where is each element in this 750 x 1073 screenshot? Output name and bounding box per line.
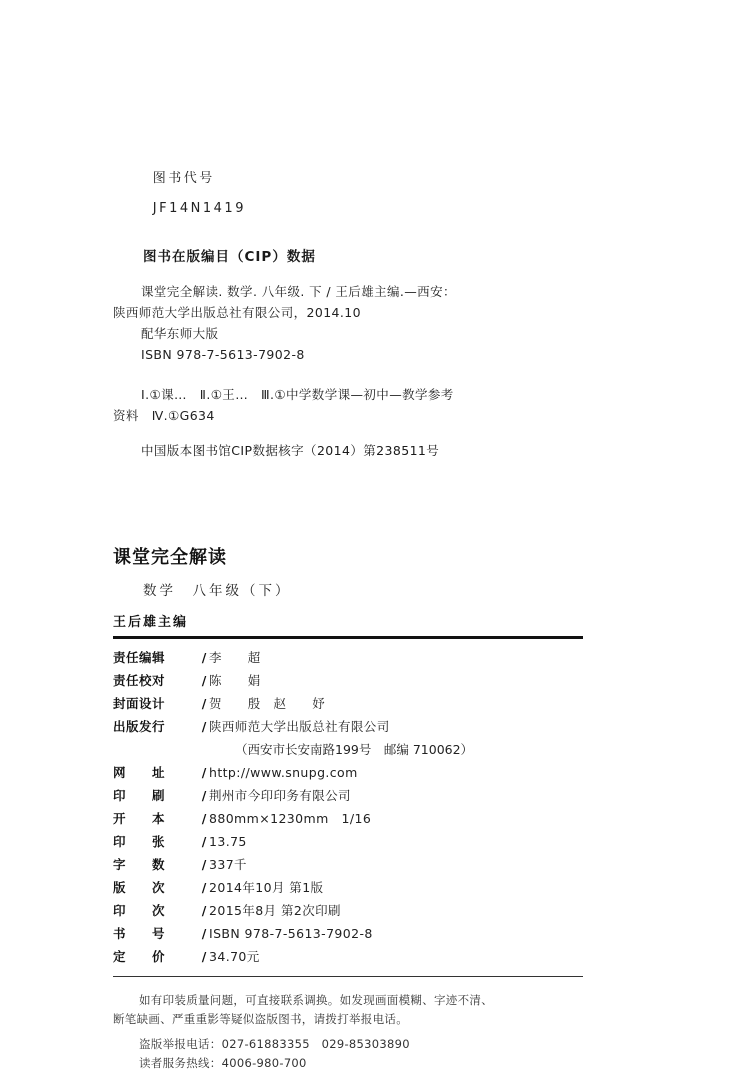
credit-label: 印 刷	[113, 788, 166, 803]
credit-row	[113, 809, 583, 829]
publication-credits	[113, 648, 583, 967]
footer-service-hotline: 读者服务热线：4006-980-700	[139, 1056, 307, 1070]
credit-label: 出版发行	[113, 719, 166, 734]
page-title: 课堂完全解读	[113, 547, 227, 568]
credit-label: 印 次	[113, 903, 166, 918]
credit-separator: /	[201, 650, 207, 665]
credit-value: 李 超	[209, 650, 261, 665]
credit-separator: /	[201, 949, 207, 964]
footer-notice-line-1: 如有印装质量问题，可直接联系调换。如发现画面模糊、字迹不清、	[139, 993, 493, 1007]
title-block	[113, 543, 583, 639]
credit-value: 34.70元	[209, 949, 260, 964]
credit-value: 荆州市今印印务有限公司	[209, 788, 351, 803]
book-code-line	[113, 152, 583, 231]
credit-separator: /	[201, 765, 207, 780]
cip-entry-line-1: 课堂完全解读. 数学. 八年级. 下 / 王后雄主编.—西安：	[141, 284, 456, 299]
credit-row	[113, 671, 583, 691]
credit-row	[113, 901, 583, 921]
credit-label: 书 号	[113, 926, 166, 941]
cip-isbn: ISBN 978-7-5613-7902-8	[141, 347, 305, 362]
credit-label: 封面设计	[113, 696, 166, 711]
credit-value: 337千	[209, 857, 247, 872]
credit-value: 2014年10月 第1版	[209, 880, 324, 895]
credit-label: 责任编辑	[113, 650, 166, 665]
credit-separator: /	[201, 673, 207, 688]
cip-classification-line-1: Ⅰ.①课… Ⅱ.①王… Ⅲ.①中学数学课—初中—教学参考	[141, 387, 454, 402]
credit-row	[113, 786, 583, 806]
credit-value: 13.75	[209, 834, 247, 849]
credit-row	[113, 648, 583, 668]
footer-notice	[113, 991, 583, 1073]
rule-top-thick	[113, 636, 583, 639]
footer-report-phone: 盗版举报电话：027-61883355 029-85303890	[139, 1037, 410, 1051]
credit-label: 字 数	[113, 857, 166, 872]
credit-value: 880mm×1230mm 1/16	[209, 811, 372, 826]
credit-separator: /	[201, 811, 207, 826]
credit-row	[113, 832, 583, 852]
credit-separator: /	[201, 903, 207, 918]
credit-value: 2015年8月 第2次印刷	[209, 903, 341, 918]
page-content	[113, 152, 583, 1073]
page-subtitle: 数学 八年级（下）	[143, 583, 292, 599]
credit-label: 版 次	[113, 880, 166, 895]
book-code-label: 图书代号	[152, 171, 215, 186]
cip-cataloging-number: 中国版本图书馆CIP数据核字（2014）第238511号	[141, 443, 440, 458]
rule-bottom-thin	[113, 976, 583, 977]
credit-label: 定 价	[113, 949, 166, 964]
credit-row	[113, 694, 583, 714]
credit-label: 网 址	[113, 765, 166, 780]
editor-in-chief: 王后雄主编	[113, 615, 189, 630]
cip-classification-line-2: 资料 Ⅳ.①G634	[113, 408, 215, 423]
credit-label: 印 张	[113, 834, 166, 849]
credit-label: 开 本	[113, 811, 166, 826]
cip-edition: 配华东师大版	[141, 326, 219, 341]
credit-separator: /	[201, 857, 207, 872]
credit-row	[113, 855, 583, 875]
credit-separator: /	[201, 788, 207, 803]
credit-value: 贺 殷 赵 妤	[209, 696, 326, 711]
credit-row	[113, 717, 583, 737]
credit-value: 陕西师范大学出版总社有限公司	[209, 719, 390, 734]
credit-value: ISBN 978-7-5613-7902-8	[209, 926, 373, 941]
credit-separator: /	[201, 696, 207, 711]
credit-row	[113, 947, 583, 967]
credit-sub-value: （西安市长安南路199号 邮编 710062）	[235, 742, 474, 757]
credit-separator: /	[201, 834, 207, 849]
credit-value: 陈 娟	[209, 673, 261, 688]
footer-notice-line-2: 断笔缺画、严重重影等疑似盗版图书，请拨打举报电话。	[113, 1012, 408, 1026]
cip-entry-line-2: 陕西师范大学出版总社有限公司，2014.10	[113, 305, 361, 320]
credit-value: http://www.snupg.com	[209, 765, 358, 780]
credit-separator: /	[201, 880, 207, 895]
cip-heading: 图书在版编目（CIP）数据	[143, 249, 316, 265]
book-code-value: JF14N1419	[152, 201, 246, 216]
credit-row	[113, 763, 583, 783]
credit-separator: /	[201, 719, 207, 734]
credit-separator: /	[201, 926, 207, 941]
credit-row	[113, 878, 583, 898]
credit-label: 责任校对	[113, 673, 166, 688]
credit-row	[113, 924, 583, 944]
